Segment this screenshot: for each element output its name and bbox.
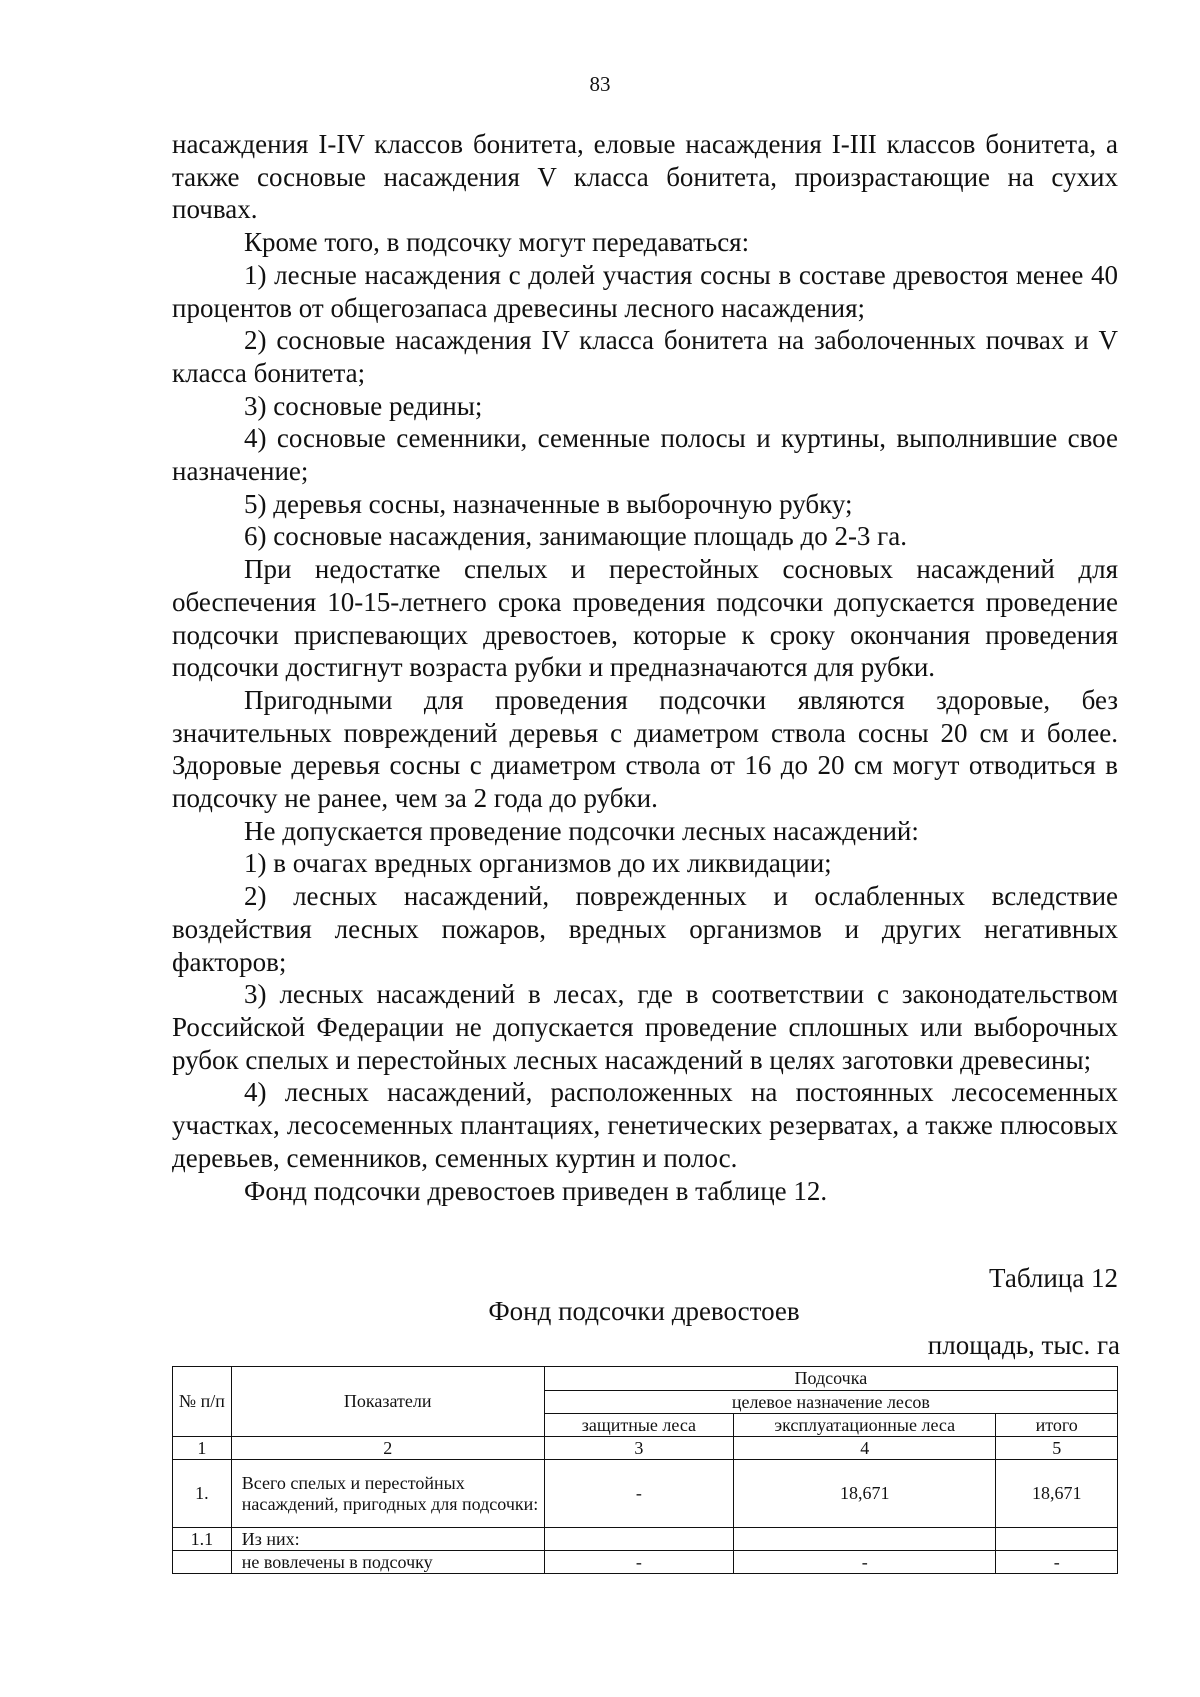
row-protective: - (544, 1551, 733, 1574)
list-item: 3) лесных насаждений в лесах, где в соответствии с законодательством Российской Федерации не допускается проведение сплошных или выборочных рубок спелых и перестойных лесных насаждений в целях заготовки древесины; (172, 979, 1118, 1075)
list-item: 5) деревья сосны, назначенные в выборочную рубку; (244, 488, 853, 519)
list-item: 6) сосновые насаждения, занимающие площадь до 2-3 га. (244, 521, 907, 552)
row-name: Из них: (231, 1528, 544, 1551)
header-col-total: итого (996, 1414, 1118, 1437)
column-number: 2 (231, 1437, 544, 1460)
paragraph: Не допускается проведение подсочки лесных насаждений: (244, 815, 919, 846)
paragraph: Пригодными для проведения подсочки являются здоровые, без значительных повреждений деревья с диаметром ствола сосны 20 см и более. Здоровые деревья сосны с диаметром ствола от 16 до 20 см могут отводиться в подсочку не ранее, чем за 2 года до рубки. (172, 684, 1118, 814)
column-numbers-row (173, 1437, 1118, 1460)
row-exploitation (734, 1528, 996, 1551)
row-total (996, 1528, 1118, 1551)
list-item: 1) лесные насаждения с долей участия сосны в составе древостоя менее 40 процентов от общегозапаса древесины лесного насаждения; (172, 259, 1118, 323)
column-number: 4 (734, 1437, 996, 1460)
table-row (173, 1528, 1118, 1551)
header-indicators: Показатели (231, 1367, 544, 1437)
row-name: не вовлечены в подсочку (231, 1551, 544, 1574)
header-group: Подсочка (544, 1367, 1117, 1391)
list-item: 4) лесных насаждений, расположенных на постоянных лесосеменных участках, лесосеменных плантациях, генетических резерватах, а также плюсовых деревьев, семенников, семенных куртин и полос. (172, 1077, 1118, 1173)
row-name: Всего спелых и перестойных насаждений, пригодных для подсочки: (231, 1460, 544, 1528)
row-num: 1. (173, 1460, 232, 1528)
table-title: Фонд подсочки древостоев (488, 1296, 800, 1326)
list-item: 1) в очагах вредных организмов до их ликвидации; (244, 848, 832, 879)
paragraph: Кроме того, в подсочку могут передаваться: (244, 227, 750, 258)
row-num: 1.1 (173, 1528, 232, 1551)
row-exploitation: - (734, 1551, 996, 1574)
table-unit: площадь, тыс. га (927, 1330, 1120, 1360)
row-protective: - (544, 1460, 733, 1528)
list-item: 2) сосновые насаждения IV класса бонитета на заболоченных почвах и V класса бонитета; (172, 325, 1118, 388)
header-col-protective: защитные леса (544, 1414, 733, 1437)
table-label: Таблица 12 (989, 1263, 1118, 1293)
body-text (172, 128, 1118, 1207)
table-row (173, 1551, 1118, 1574)
paragraph: насаждения I-IV классов бонитета, еловые насаждения I-III классов бонитета, а также сосновые насаждения V класса бонитета, произрастающие на сухих почвах. (172, 129, 1118, 225)
header-num: № п/п (173, 1367, 232, 1437)
row-num (173, 1551, 232, 1574)
list-item: 4) сосновые семенники, семенные полосы и куртины, выполнившие свое назначение; (172, 423, 1118, 487)
row-protective (544, 1528, 733, 1551)
paragraph: Фонд подсочки древостоев приведен в таблице 12. (244, 1175, 828, 1206)
table-header-row (173, 1367, 1118, 1391)
paragraph: При недостатке спелых и перестойных сосновых насаждений для обеспечения 10-15-летнего срока проведения подсочки допускается проведение подсочки приспевающих древостоев, которые к сроку окончания проведения подсочки достигнут возраста рубки и предназначаются для рубки. (172, 554, 1118, 683)
column-number: 1 (173, 1437, 232, 1460)
header-col-exploitation: эксплуатационные леса (734, 1414, 996, 1437)
row-exploitation: 18,671 (734, 1460, 996, 1528)
row-total: - (996, 1551, 1118, 1574)
list-item: 2) лесных насаждений, поврежденных и ослабленных вследствие воздействия лесных пожаров, вредных организмов и других негативных факторов; (172, 881, 1118, 977)
column-number: 5 (996, 1437, 1118, 1460)
row-total: 18,671 (996, 1460, 1118, 1528)
list-item: 3) сосновые редины; (244, 390, 483, 421)
page-number: 83 (589, 72, 611, 96)
fund-table (172, 1366, 1118, 1574)
table-row (173, 1460, 1118, 1528)
column-number: 3 (544, 1437, 733, 1460)
header-subgroup: целевое назначение лесов (544, 1391, 1117, 1414)
